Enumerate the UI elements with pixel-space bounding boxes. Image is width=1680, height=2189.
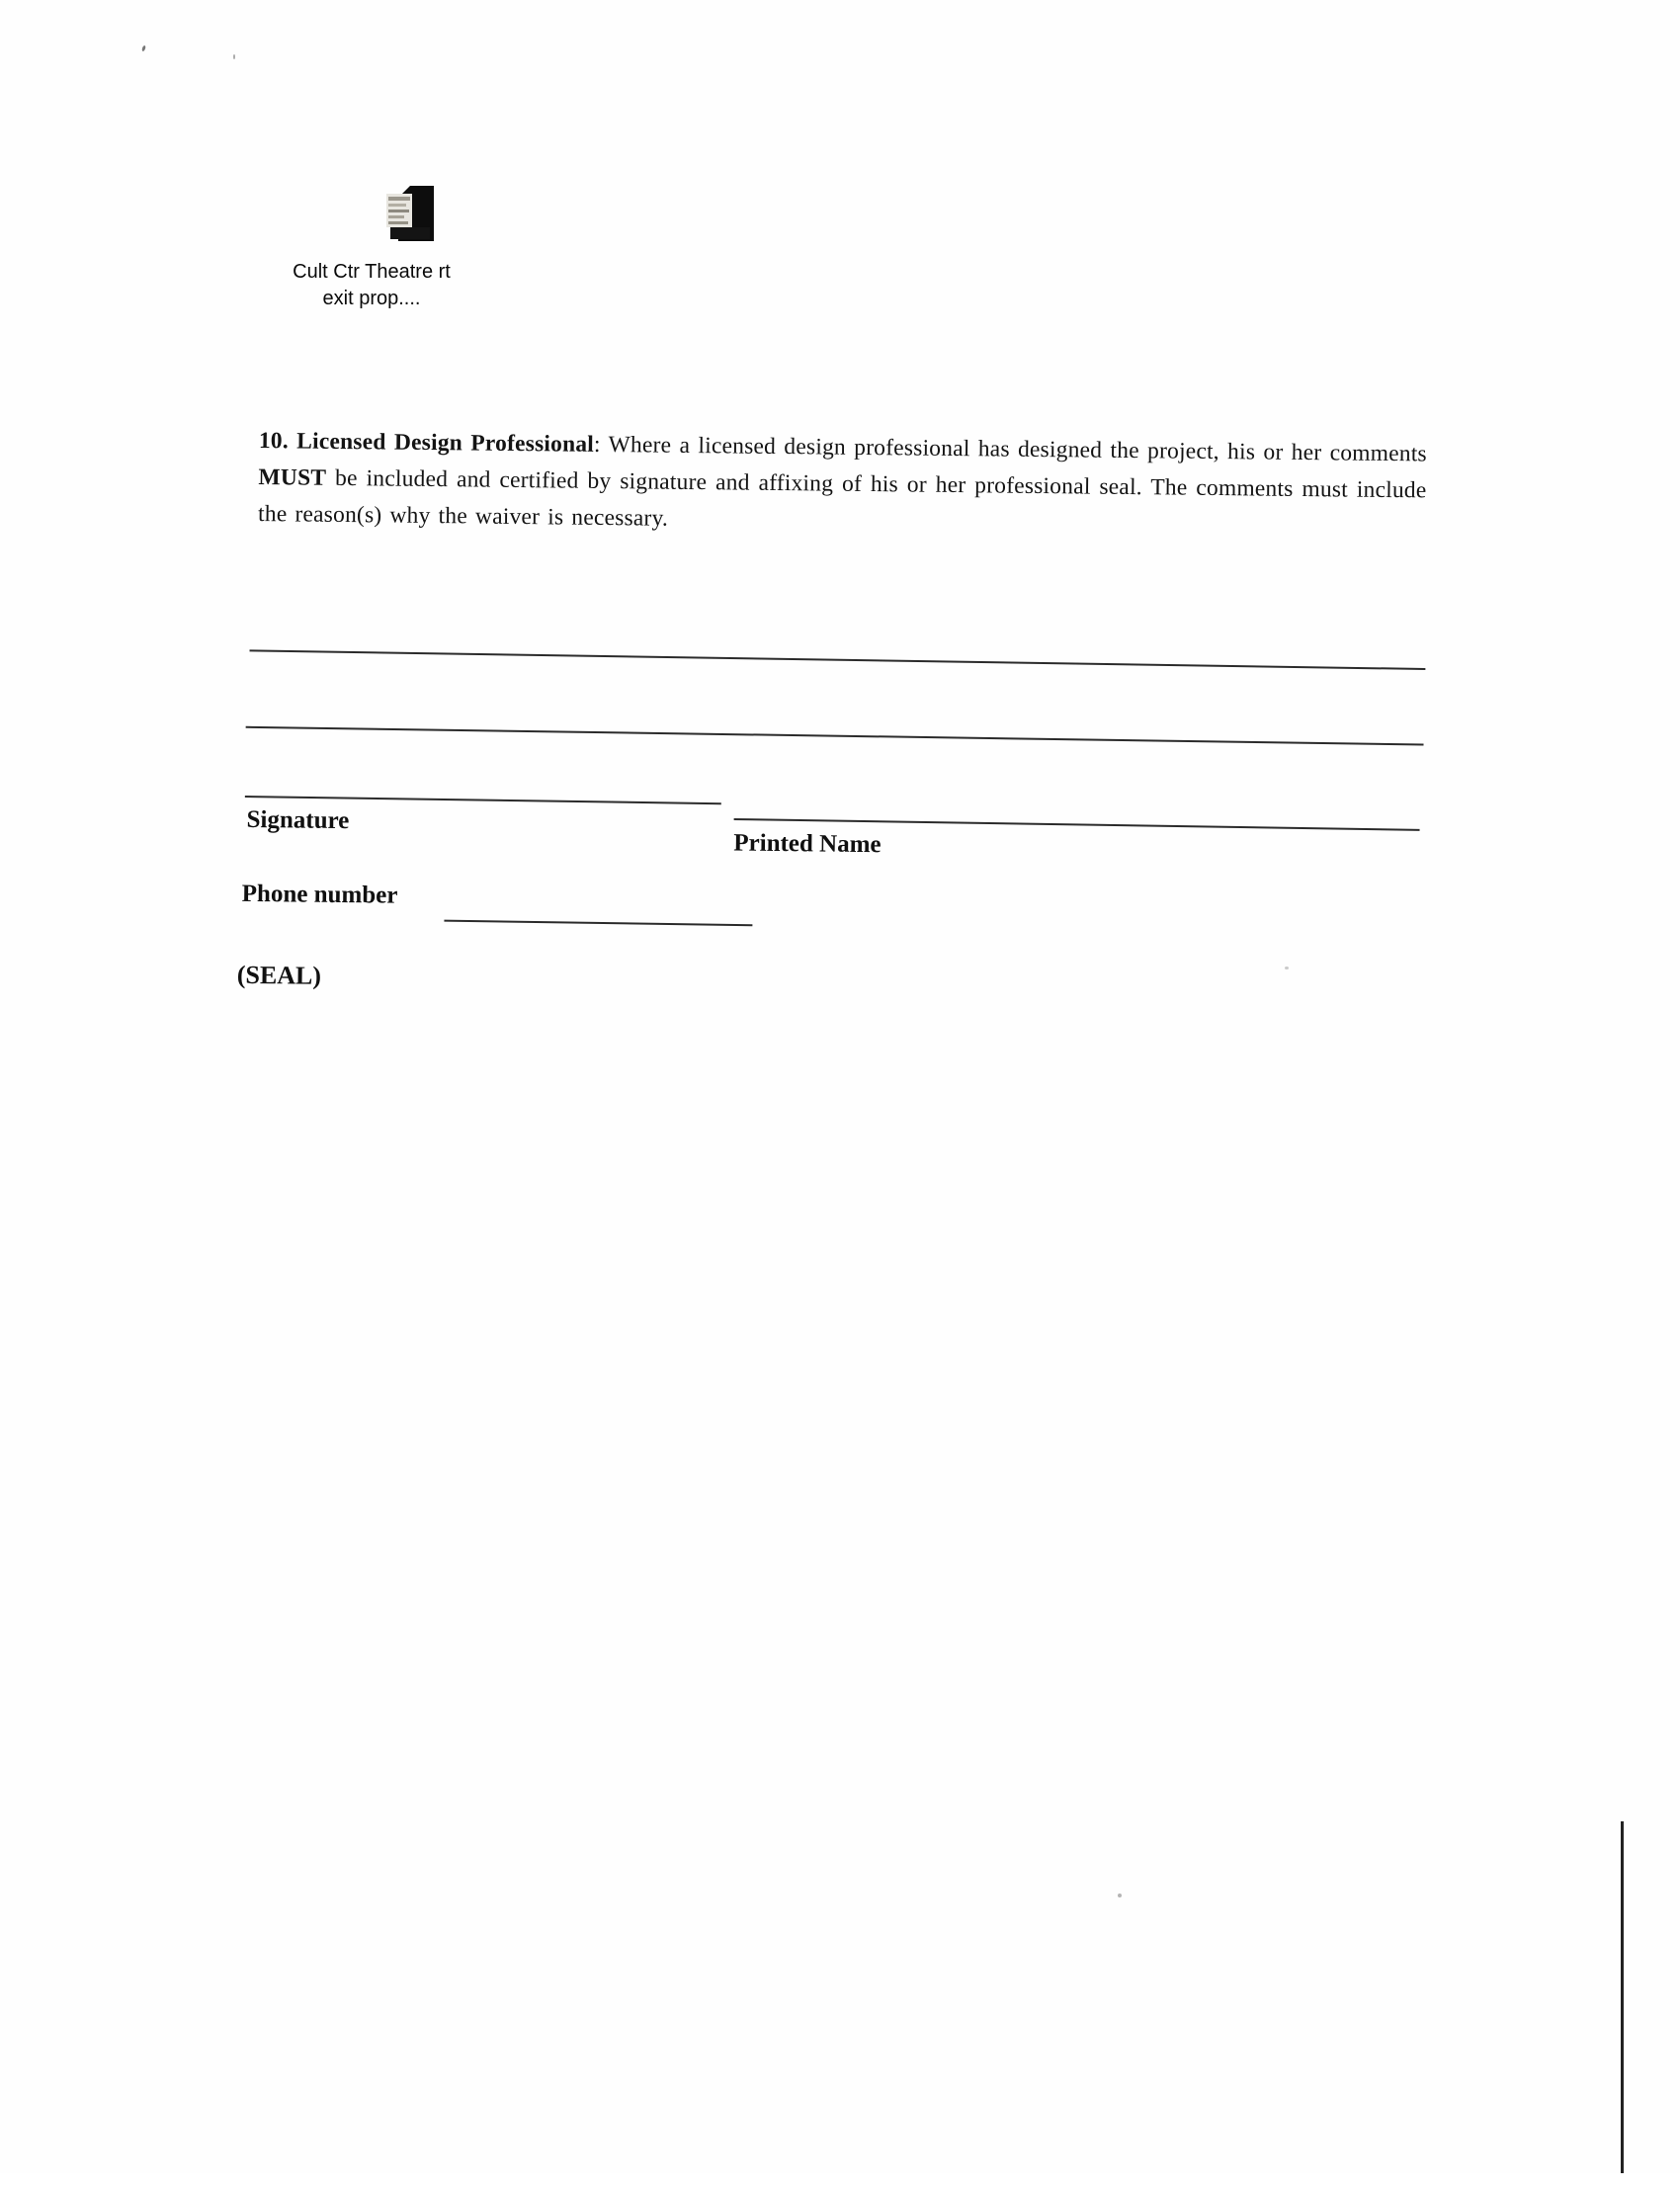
section-number: 10. (258, 428, 297, 455)
scan-speck (1118, 1894, 1122, 1897)
section-text-2: be included and certified by signature and affixing of his or her professional seal. The comments must include the reason(s) why the waiver is necessary. (257, 464, 1427, 532)
signature-label: Signature (246, 805, 350, 835)
section-text-1: : Where a licensed design professional has designed the project, his or her comments (593, 431, 1428, 467)
signature-line (245, 796, 721, 804)
shortcut-caption-line2: exit prop.... (322, 288, 421, 309)
comment-line-2 (246, 726, 1424, 746)
scan-edge-line (1621, 1821, 1624, 2173)
printed-name-label: Printed Name (733, 829, 882, 859)
shortcut-caption-line1: Cult Ctr Theatre rt (293, 261, 451, 283)
scan-speck (1285, 967, 1289, 969)
phone-number-label: Phone number (241, 880, 398, 909)
phone-number-line (444, 920, 752, 927)
scan-speck (233, 54, 235, 59)
seal-label: (SEAL) (236, 960, 322, 990)
comment-line-1 (250, 649, 1426, 670)
printed-name-line (734, 818, 1420, 831)
section-title: Licensed Design Professional (296, 428, 595, 458)
section-emphasis: MUST (258, 464, 327, 491)
section-10-paragraph (258, 423, 1427, 546)
